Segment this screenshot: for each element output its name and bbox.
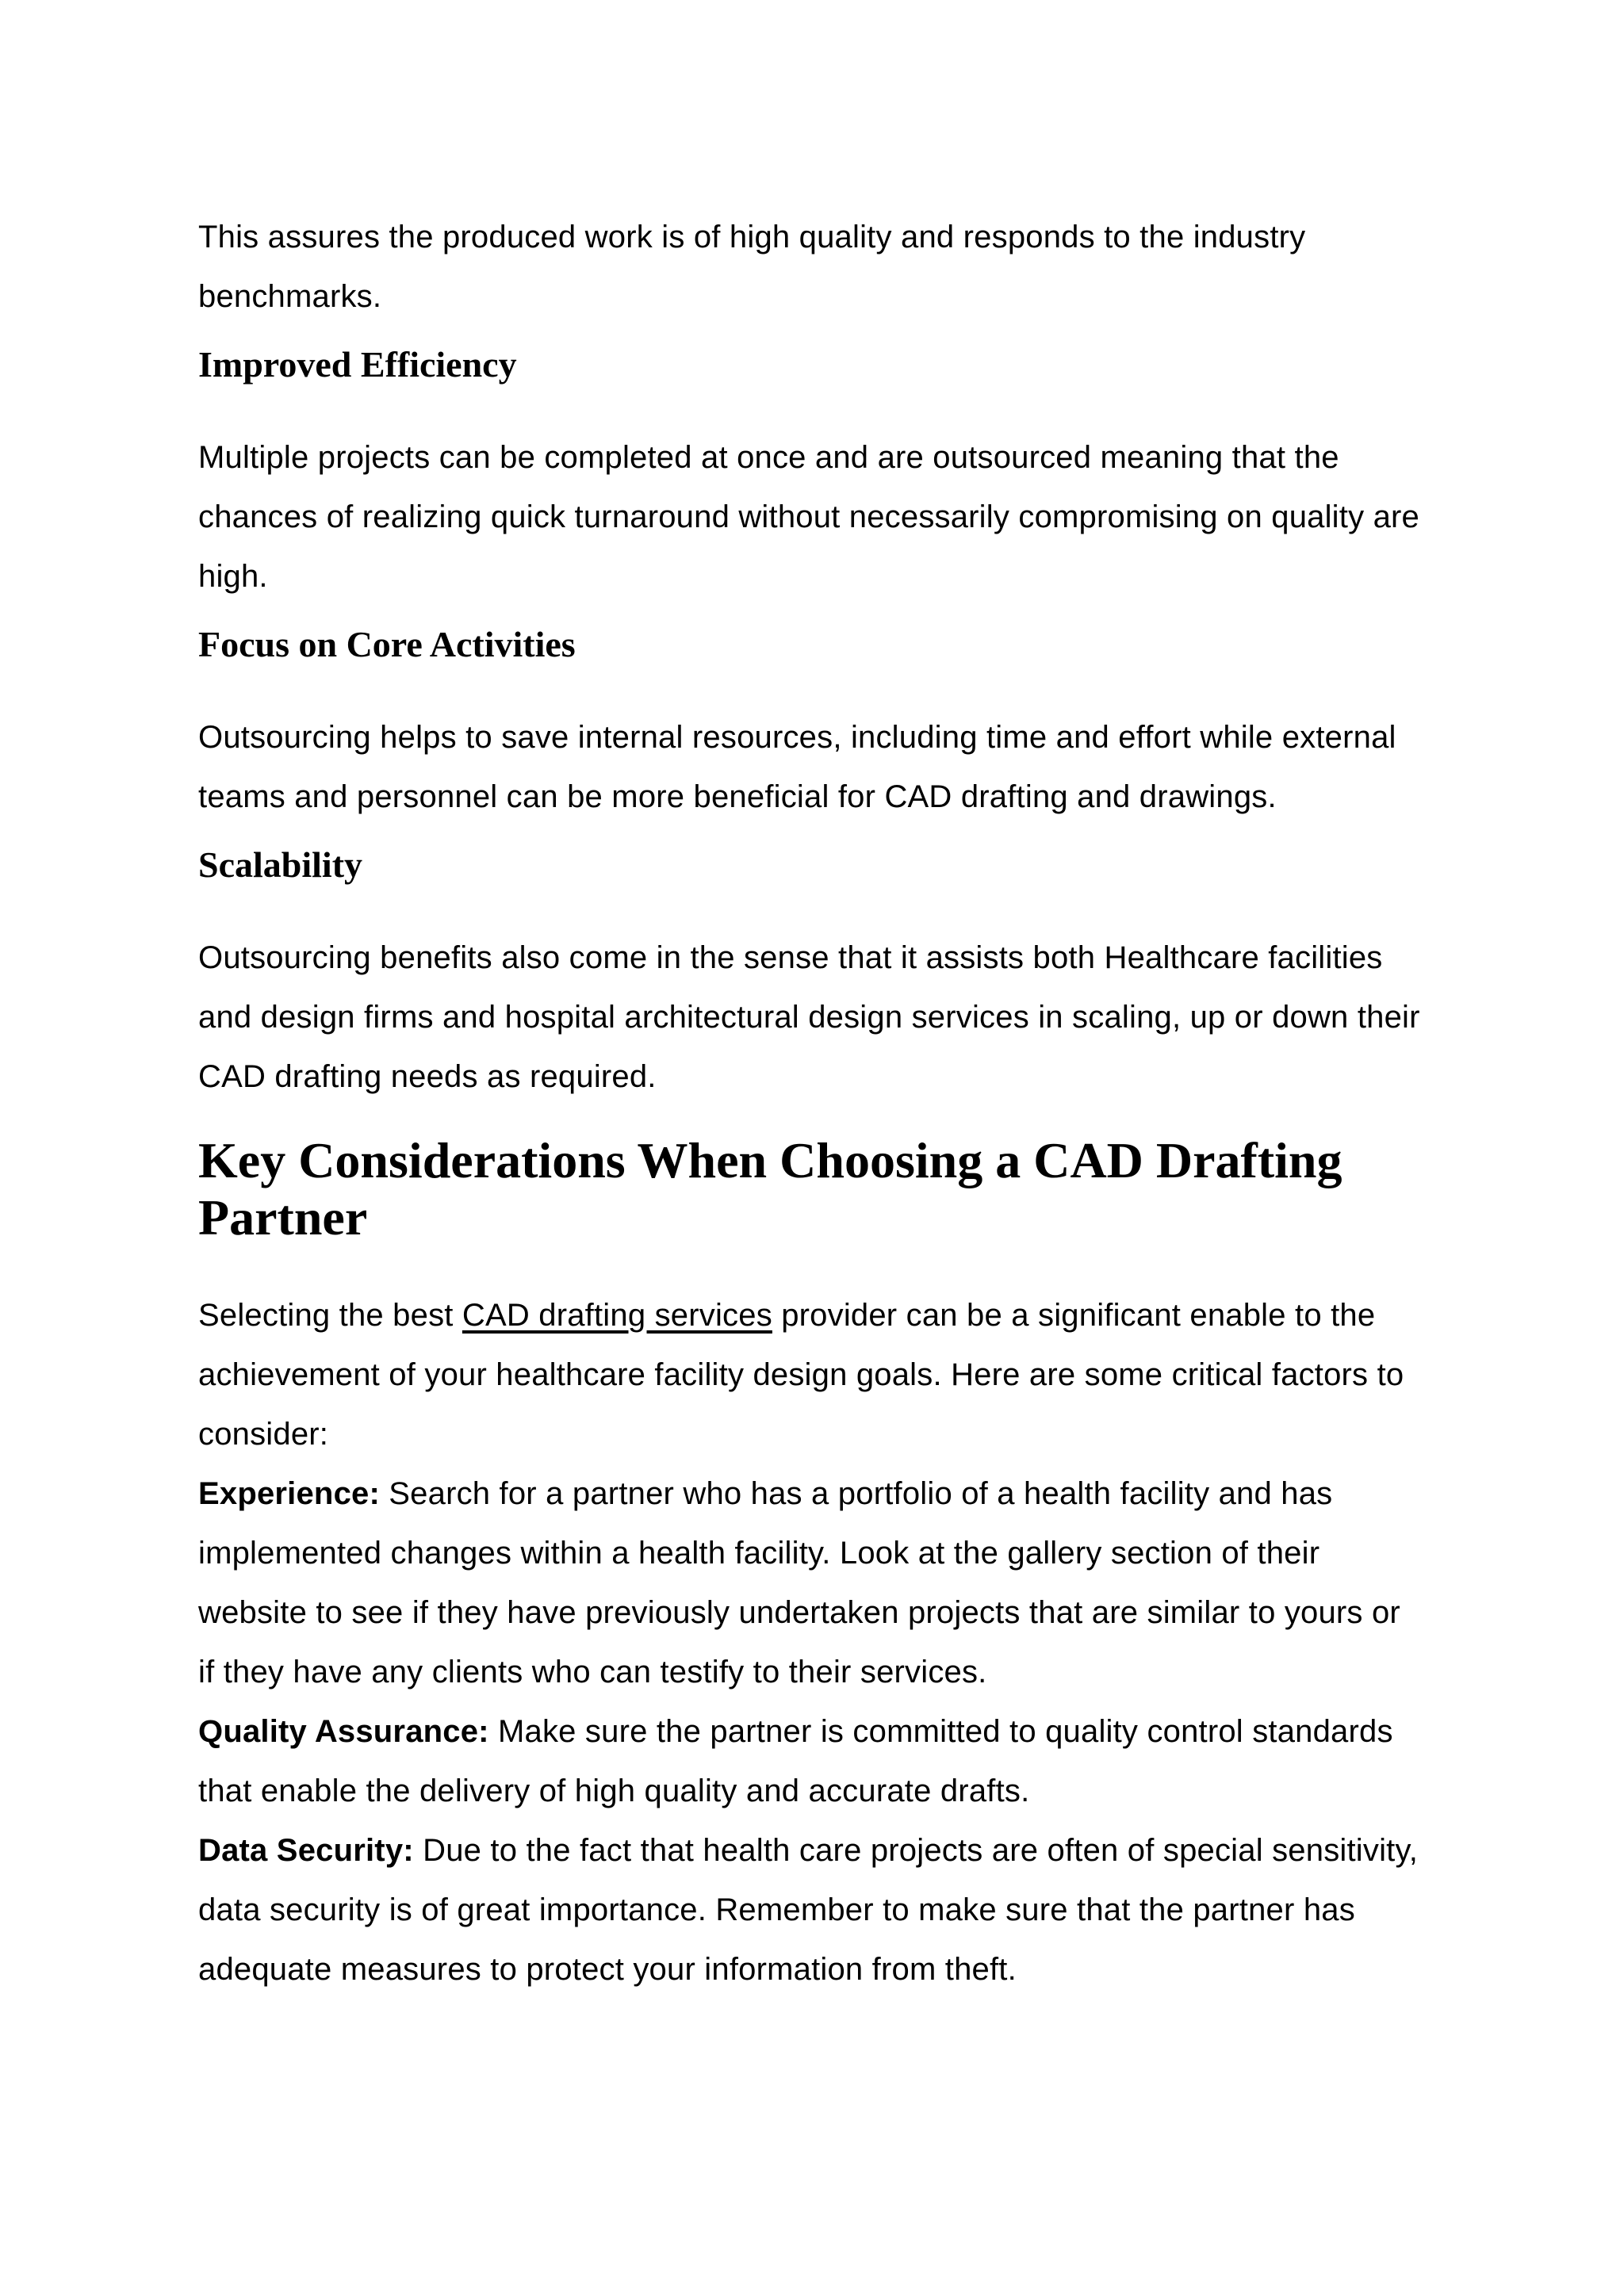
- experience-label: Experience:: [198, 1476, 380, 1511]
- quality-assurance-text: Make sure the partner is committed to quality control standards that enable the delivery of high quality and accurate drafts.: [198, 1714, 1393, 1808]
- data-security-label: Data Security:: [198, 1833, 414, 1868]
- heading-key-considerations: Key Considerations When Choosing a CAD Drafting Partner: [198, 1132, 1342, 1246]
- paragraph-focus-core-activities: Outsourcing helps to save internal resources, including time and effort while external teams and personnel can be more beneficial for CAD drafting and drawings.: [198, 720, 1396, 814]
- paragraph-selecting-partner: [198, 1286, 1419, 1464]
- heading-improved-efficiency: Improved Efficiency: [198, 344, 517, 385]
- paragraph-data-security: [198, 1821, 1419, 1999]
- paragraph-experience: [198, 1464, 1419, 1702]
- paragraph-quality-benchmarks: This assures the produced work is of high quality and responds to the industry benchmarks.: [198, 220, 1306, 314]
- heading-scalability: Scalability: [198, 844, 363, 885]
- data-security-text: Due to the fact that health care projects are often of special sensitivity, data security is of great importance. Remember to make sure that the partner has adequate measures to protect your information from theft.: [198, 1833, 1419, 1987]
- cad-drafting-services-link[interactable]: CAD drafting services: [462, 1298, 772, 1333]
- quality-assurance-label: Quality Assurance:: [198, 1714, 489, 1749]
- intro-text-before: Selecting the best: [198, 1298, 462, 1333]
- paragraph-scalability: Outsourcing benefits also come in the sense that it assists both Healthcare facilities and design firms and hospital architectural design services in scaling, up or down their CAD drafting needs as required.: [198, 940, 1420, 1094]
- document-page: [198, 208, 1443, 1999]
- heading-focus-core-activities: Focus on Core Activities: [198, 624, 576, 664]
- paragraph-quality-assurance: [198, 1702, 1419, 1821]
- experience-text: Search for a partner who has a portfolio of a health facility and has implemented changes within a health facility. Look at the gallery section of their website to see if they have previously undertaken projects that are similar to yours or if they have any clients who can testify to their services.: [198, 1476, 1400, 1689]
- intro-text-after: provider can be a significant enable to the achievement of your healthcare facility design goals. Here are some critical factors to consider:: [198, 1298, 1404, 1452]
- paragraph-improved-efficiency: Multiple projects can be completed at once and are outsourced meaning that the chances of realizing quick turnaround without necessarily compromising on quality are high.: [198, 440, 1420, 594]
